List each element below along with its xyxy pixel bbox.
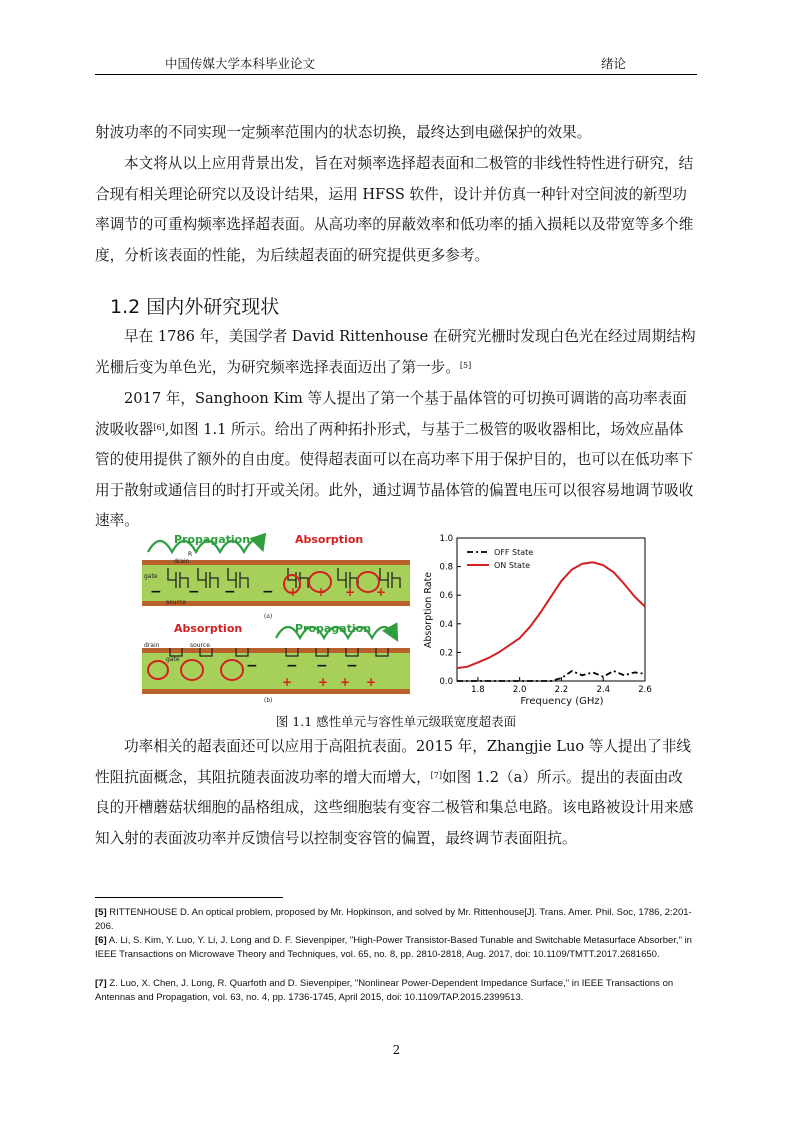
svg-text:+: + (340, 675, 351, 689)
svg-text:+: + (376, 585, 387, 599)
footnote-6-ref: [6] (95, 935, 107, 946)
svg-text:−: − (316, 658, 328, 674)
citation-5[interactable]: [5] (459, 360, 472, 370)
svg-text:+: + (282, 675, 293, 689)
y-tick-label: 0.6 (439, 591, 453, 602)
paragraph-4-text-b: ,如图 1.1 所示。给出了两种拓扑形式，与基于二极管的吸收器相比，场效应晶体管的使用提供了额外的自由度。使得超表面可以在高功率下用于保护目的，也可以在低功率下用于散射或通信目的时打开或关闭。此外，通过调节晶体管的偏置电压可以很容易地调节吸收速率。 (95, 420, 694, 529)
chart-legend (467, 548, 533, 570)
panel-b-label-drain: drain (144, 642, 160, 649)
panel-b-diagram (142, 622, 410, 704)
x-tick-label: 2.2 (554, 685, 569, 695)
panel-a-diagram (142, 533, 410, 620)
svg-text:−: − (188, 584, 200, 600)
footnote-5 (95, 906, 705, 933)
paragraph-5-text-a: 功率相关的超表面还可以应用于高阻抗表面。2015 年，Zhangjie Luo 等人提出了非线性阻抗面概念，其阻抗随表面波功率的增大而增大， (95, 738, 691, 786)
panel-b-right-label: Propagation (295, 622, 372, 635)
header-school: 中国传媒大学本科毕业论文 (165, 56, 316, 71)
footnote-7 (95, 977, 705, 1004)
x-axis-ticks (471, 677, 652, 695)
panel-b-sublabel: (b) (264, 697, 273, 704)
series-off-state-line (457, 671, 645, 681)
y-tick-label: 0.4 (439, 619, 453, 630)
svg-text:−: − (286, 658, 298, 674)
citation-7[interactable]: [7] (430, 770, 443, 780)
panel-b-label-source: source (190, 642, 210, 649)
panel-a-right-label: Absorption (295, 533, 364, 546)
header-chapter: 绪论 (601, 56, 627, 71)
x-tick-label: 2.6 (638, 685, 652, 695)
y-tick-label: 0.8 (439, 562, 453, 573)
chart-xlabel: Frequency (GHz) (520, 696, 604, 707)
footnote-7-text: Z. Luo, X. Chen, J. Long, R. Quarfoth and D. Sievenpiper, "Nonlinear Power-Dependent Impedance Surface," in IEEE Transactions on Antennas and Propagation, vol. 63, no. 4, pp. 1736-1745, April 2015, doi: 10.1109/TAP.2015.2399513. (95, 978, 674, 1003)
paragraph-1: 射波功率的不同实现一定频率范围内的状态切换，最终达到电磁保护的效果。 (95, 124, 592, 141)
svg-text:−: − (346, 658, 358, 674)
y-tick-label: 0.0 (439, 677, 453, 687)
figure-svg (140, 530, 660, 710)
legend-label-off: OFF State (494, 548, 534, 557)
footnote-6 (95, 934, 705, 961)
svg-text:+: + (366, 675, 377, 689)
panel-a-label-source: source (166, 599, 186, 606)
panel-a-sublabel: (a) (264, 613, 273, 620)
y-axis-ticks (439, 534, 461, 687)
svg-text:+: + (288, 585, 299, 599)
panel-b-left-label: Absorption (174, 622, 243, 635)
panel-b-label-gate: gate (166, 656, 180, 663)
panel-a-left-label: Propagation (174, 533, 251, 546)
legend-label-on: ON State (494, 561, 530, 570)
chart-series (457, 562, 645, 681)
citation-6[interactable]: [6] (153, 422, 165, 432)
paragraph-2: 本文将从以上应用背景出发，旨在对频率选择超表面和二极管的非线性特性进行研究，结合现有相关理论研究以及设计结果，运用 HFSS 软件，设计并仿真一种针对空间波的新型功率调节的可重构频率选择超表面。从高功率的屏蔽效率和低功率的插入损耗以及带宽等多个维度，分析该表面的性能，为后续超表面的研究提供更多参考。 (95, 155, 694, 264)
svg-text:−: − (150, 584, 162, 600)
footnote-6-text: A. Li, S. Kim, Y. Luo, Y. Li, J. Long and D. F. Sievenpiper, "High-Power Transistor-Based Tunable and Switchable Metasurface Absorber," in IEEE Transactions on Microwave Theory and Techniques, vol. 65, no. 8, pp. 2810-2818, Aug. 2017, doi: 10.1109/TMTT.2017.2681650. (95, 935, 692, 960)
absorption-chart (423, 534, 652, 707)
footnote-7-ref: [7] (95, 978, 107, 989)
page-number: 2 (392, 1043, 401, 1057)
page-header (95, 52, 697, 75)
svg-text:+: + (345, 585, 356, 599)
figure-1-1 (140, 530, 660, 710)
paragraph-3 (95, 322, 697, 383)
svg-text:−: − (262, 584, 274, 600)
chart-ylabel: Absorption Rate (423, 571, 434, 649)
paragraph-4-text-a: 2017 年，Sanghoon Kim 等人提出了第一个基于晶体管的可切换可调谐的高功率表面波吸收器 (95, 390, 687, 438)
figure-caption: 图 1.1 感性单元与容性单元级联宽度超表面 (275, 714, 517, 729)
x-tick-label: 1.8 (471, 685, 485, 695)
svg-text:+: + (316, 585, 327, 599)
y-tick-label: 1.0 (439, 534, 453, 544)
paragraph-3-text: 早在 1786 年，美国学者 David Rittenhouse 在研究光栅时发现白色光在经过周期结构光栅后变为单色光，为研究频率选择表面迈出了第一步。 (95, 328, 696, 376)
panel-a-label-gate: gate (144, 573, 158, 580)
x-tick-label: 2.4 (596, 685, 610, 695)
y-tick-label: 0.2 (439, 648, 453, 659)
svg-text:−: − (246, 658, 258, 674)
svg-text:−: − (224, 584, 236, 600)
footnote-rule (95, 897, 283, 898)
x-tick-label: 2.0 (512, 685, 527, 695)
paragraph-4 (95, 384, 697, 537)
panel-a-label-r: R (188, 551, 193, 558)
series-on-state-line (457, 562, 645, 668)
footnote-5-text: RITTENHOUSE D. An optical problem, proposed by Mr. Hopkinson, and solved by Mr. Rittenhouse[J]. Trans. Amer. Phil. Soc, 1786, 2:201-206. (95, 907, 692, 932)
section-title: 1.2 国内外研究现状 (110, 296, 280, 318)
svg-text:+: + (318, 675, 329, 689)
panel-a-label-drain: drain (174, 558, 190, 565)
paragraph-5-text-b: 如图 1.2（a）所示。提出的表面由改良的开槽蘑菇状细胞的晶格组成，这些细胞装有变容二极管和集总电路。该电路被设计用来感知入射的表面波功率并反馈信号以控制变容管的偏置，最终调节表面阻抗。 (95, 768, 694, 847)
footnote-5-ref: [5] (95, 907, 107, 918)
paragraph-5 (95, 732, 697, 854)
